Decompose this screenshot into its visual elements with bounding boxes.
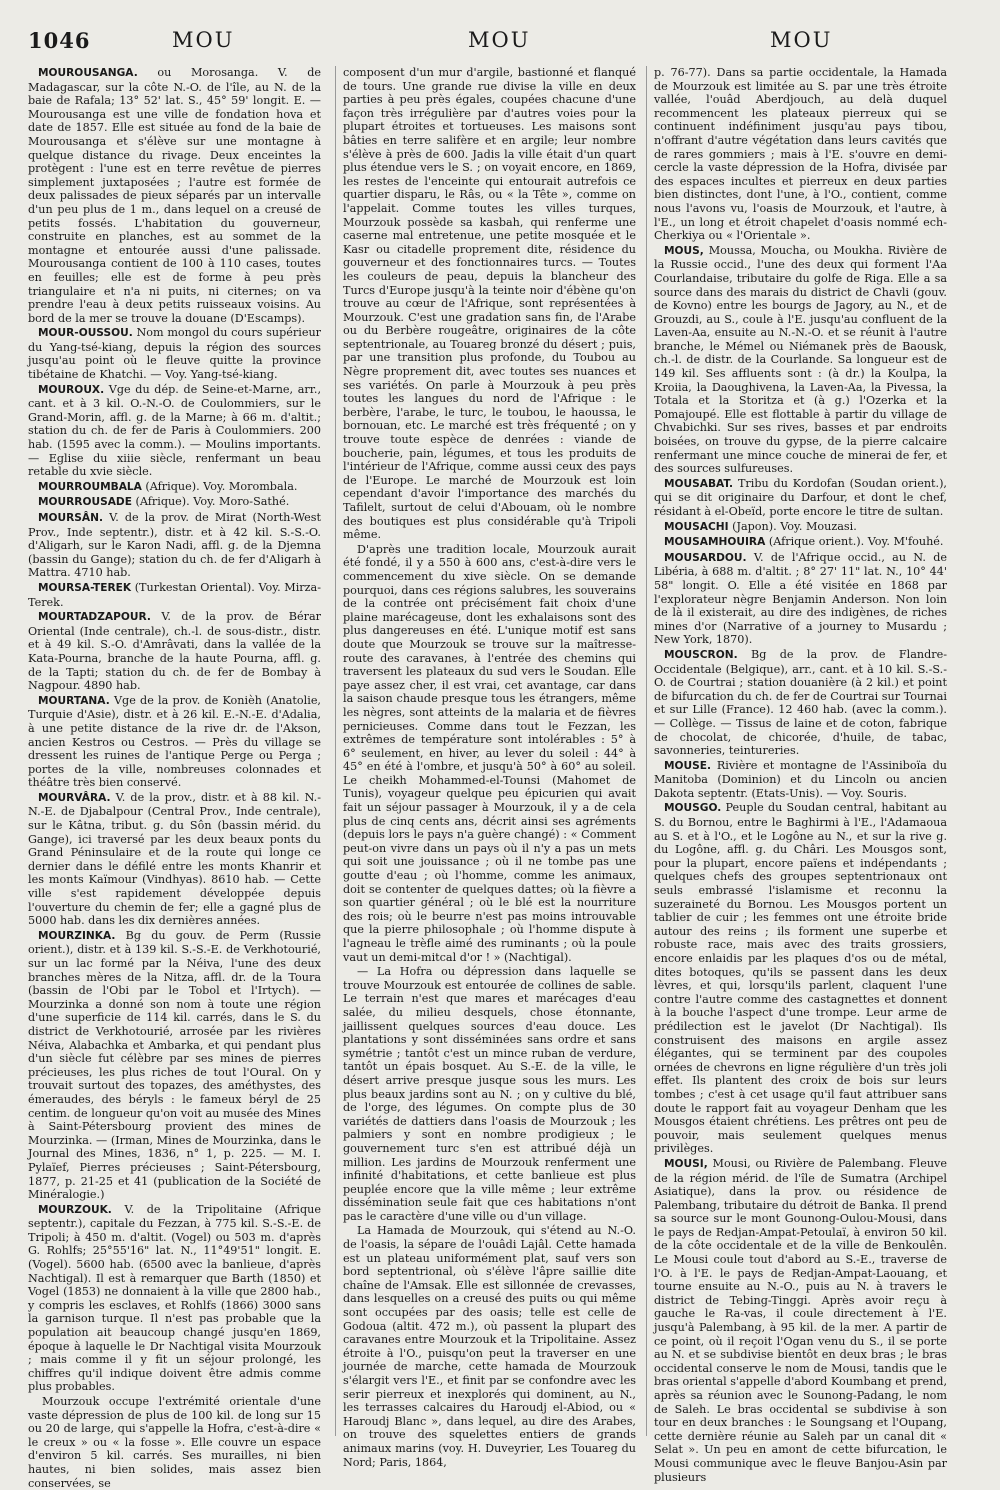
entry-text: Moussa, Moucha, ou Moukha. Rivière de la Russie occid., l'une des deux qui forment l'Aa Courlandaise, tributaire du golfe de Riga. Elle a sa source dans des marais du district de Chavli (gouv. de Kovno) entre les bourgs de Jagory, au N., et de Grouzdi, au S., coule à l'E. jusqu'au confluent de la Laven-Aa, ensuite au N.-N.-O. et se réunit à l'autre branche, le Mémel ou Niémanek près de Baousk, ch.-l. de distr. de la Courlande. Sa longueur est de 149 kil. Ses affluents sont : (à dr.) la Koulpa, la Kroiia, la Daoughivena, la Laven-Aa, la Pivessa, la Totala et la Storitza et (à g.) l'Ozerka et la Pomajoupé. Elle est flottable à partir du village de Chvabichki. Sur ses rives, basses et par endroits boisées, on trouve du gypse, de la pierre calcaire renfermant une mince couche de minerai de fer, et des sources sulfureuses. (654, 243, 948, 476)
dictionary-entry (28, 326, 321, 381)
entry-text: V. de la prov., distr. et à 88 kil. N.-N.-E. de Djabalpour (Central Prov., Inde centrale), sur le Kâtna, tribut. g. du Sôn (bassin mérid. du Gange), ici traversé par les deux beaux ponts du Grand Péninsulaire et de la route qui longe ce dernier dans le défilé entre les monts Khanrir et les monts Kaïmour (Vindhyas). 8610 hab. — Cette ville s'est rapidement développée depuis l'ouverture du chemin de fer; elle a gagné plus de 5000 hab. dans les dix dernières années. (28, 790, 321, 928)
entry-text: Bg du gouv. de Perm (Russie orient.), distr. et à 139 kil. S.-S.-E. de Verkhotourié, sur un lac formé par la Néiva, l'une des deux branches mères de la Nitza, affl. dr. de la Toura (bassin de l'Obi par le Tobol et l'Irtych). — Mourzinka a donné son nom à toute une région d'une superficie de 114 kil. carrés, dans le S. du district de Verkhotourié, arrosée par les rivières Néiva, Alabachka et Ambarka, et qui pendant plus d'un siècle fut célèbre par ses mines de pierres précieuses, les plus riches de tout l'Oural. On y trouvait surtout des topazes, des améthystes, des émeraudes, des béryls : le fameux béryl de 25 centim. de longueur qu'on voit au musée des Mines à Saint-Pétersbourg provient des mines de Mourzinka. — (Irman, Mines de Mourzinka, dans le Journal des Mines, 1836, n° 1, p. 225. — M. I. Pylaïef, Pierres précieuses ; Saint-Pétersbourg, 1877, p. 21-25 et 41 (publication de la Société de Minéralogie.) (28, 928, 321, 1202)
entry-text: Peuple du Soudan central, habitant au S. du Bornou, entre le Baghirmi à l'E., l'Adamaoua au S. et à l'O., et le Logône au N., et sur la rive g. du Logône, affl. g. du Châri. Les Mousgos sont, pour la plupart, encore païens et indépendants ; quelques chefs des groupes septentrionaux ont seuls embrassé l'islamisme et reconnu la suzeraineté du Bornou. Les Mousgos portent un tablier de cuir ; les femmes ont une étroite bride autour des reins ; ils forment une superbe et robuste race, mais avec des traits grossiers, encore enlaidis par les plaques d'os ou de métal, dites botoques, qu'ils se passent dans les deux lèvres, et qui, lorsqu'ils parlent, claquent l'une contre l'autre comme des castagnettes et donnent à la bouche l'aspect d'une trompe. Leur arme de prédilection est le javelot (Dr Nachtigal). Ils construisent des maisons en argile assez élégantes, qui se terminent par des coupoles ornées de chevrons en ligne régulière d'un très joli effet. Ils plantent des croix de bois sur leurs tombes ; c'est à cet usage qu'il faut attribuer sans doute le rapport fait au voyageur Denham que les Mousgos étaient chrétiens. Les prêtres ont peu de pouvoir, mais seulement quelques menus privilèges. (654, 801, 947, 1156)
entry-headword: MOUS, (664, 244, 704, 257)
entry-headword: MOUROUX. (38, 383, 105, 396)
dictionary-entry (654, 535, 947, 550)
column-rule-1 (335, 66, 336, 1436)
entry-headword: MOUSCRON. (664, 648, 738, 661)
entry-headword: MOURSA-TEREK (38, 581, 132, 594)
entry-text: V. de la Tripolitaine (Afrique septentr.), capitale du Fezzan, à 775 kil. S.-S.-E. de Tripoli; à 450 m. d'altit. (Vogel) ou 503 m. d'après G. Rohlfs; 25°55'16" lat. N., 11°49'51" longit. E. (Vogel). 5600 hab. (6500 avec la banlieue, d'après Nachtigal). Il est à remarquer que Barth (1850) et Vogel (1853) ne donnaient à la ville que 2800 hab., y compris les esclaves, et Rohlfs (1866) 3000 sans la garnison turque. Il n'est pas probable que la population ait beaucoup changé jusqu'en 1869, époque à laquelle le Dr Nachtigal visita Mourzouk ; mais comme il y fit un séjour prolongé, les chiffres qu'il indique doivent être admis comme plus probables. (28, 1202, 321, 1394)
entry-text: Mousi, ou Rivière de Palembang. Fleuve de la région mérid. de l'île de Sumatra (Archipel Asiatique), dans la prov. ou résidence de Palembang, tributaire du détroit de Banka. Il prend sa source sur le mont Gounong-Oulou-Mousi, dans le pays de Redjan-Ampat-Petoulaï, à environ 50 kil. de la côte occidentale et de la ville de Benkoulên. Le Mousi coule tout d'abord au S.-E., traverse de l'O. à l'E. le pays de Redjan-Ampat-Laouang, et tourne ensuite au N.-O., puis au N. à travers le district de Tebing-Tinggi. Après avoir reçu à gauche le Ra-vas, il coule directement à l'E. jusqu'à Palembang, à 95 kil. de la mer. A partir de ce point, où il reçoit l'Ogan venu du S., il se porte au N. et se subdivise bientôt en deux bras ; le bras occidental conserve le nom de Mousi, tandis que le bras oriental s'appelle d'abord Koumbang et prend, après sa réunion avec le Sounong-Padang, le nom de Saleh. Le bras occidental se subdivise à son tour en deux branches : le Soungsang et l'Oupang, cette dernière réunie au Saleh par un canal dit « Selat ». Un peu en amont de cette bifurcation, le Mousi communique avec le fleuve Banjou-Asin par plusieurs (654, 1156, 947, 1484)
entry-text: (Afrique). Voy. Morombala. (145, 479, 298, 493)
dictionary-entry (28, 694, 321, 790)
dictionary-entry (28, 480, 321, 495)
entry-headword: MOURSÂN. (38, 512, 104, 524)
entry-paragraph: D'après une tradition locale, Mourzouk aurait été fondé, il y a 550 à 600 ans, c'est-à-dire vers le commencement du xive siècle. On se demande pourquoi, dans ces régions salubres, les souverains de la contrée ont précisément fait choix d'une plaine marécageuse, dont les exhalaisons sont des plus dangereuses en été. L'unique motif est sans doute que Mourzouk se trouve sur la maîtresse-route des caravanes, à l'entrée des chemins qui traversent les plateaux du sud vers le Soudan. Elle paye assez cher, il est vrai, cet avantage, car dans la saison chaude presque tous les étrangers, même les nègres, sont atteints de la malaria et de fièvres pernicieuses. Comme dans tout le Fezzan, les extrêmes de température sont intolérables : 5° à 6° seulement, en hiver, au lever du soleil : 44° à 45° en été à l'ombre, et jusqu'à 50° à 60° au soleil. Le cheikh Mohammed-el-Tounsi (Mahomet de Tunis), voyageur quelque peu épicurien qui avait fait un séjour passager à Mourzouk, il y a de cela plus de cinq cents ans, décrit ainsi ses agréments (depuis lors le pays n'a guère changé) : « Comment peut-on vivre dans un pays où il n'y a pas un mets qui soit une jouissance ; où il ne tombe pas une goutte d'eau ; où l'homme, comme les animaux, doit se contenter de quelques dattes; où la fièvre a son quartier général ; où le blé est la nourriture des rois; où le beurre n'est pas moins introuvable que la pierre philosophale ; où l'homme dispute à l'agneau le trèfle aimé des ruminants ; où la poule vaut un demi-mitcal d'or ! » (Nachtigal). (343, 542, 636, 964)
dictionary-entry (654, 477, 947, 519)
text-column-3 (654, 66, 948, 1484)
dictionary-entry (28, 791, 321, 928)
continued-text: p. 76-77). Dans sa partie occidentale, la Hamada de Mourzouk est limitée au S. par une très étroite vallée, l'ouâd Aberdjouch, au delà duquel recommencent les plateaux pierreux qui se continuent indéfiniment jusqu'au pays tibou, n'offrant d'autre végétation dans leurs cavités que de rares gommiers ; mais à l'E. s'ouvre en demi-cercle la vaste dépression de la Hofra, divisée par des espaces incultes et pierreux en deux parties bien distinctes, dont l'une, à l'O., contient, comme nous l'avons vu, l'oasis de Mourzouk, et l'autre, à l'E., un long et étroit chapelet d'oasis nommé ech-Cherkiya ou « l'Orientale ». (654, 66, 947, 243)
entry-text: (Japon). Voy. Mouzasi. (732, 519, 857, 533)
entry-headword: MOURVÂRA. (38, 791, 111, 804)
page-number: 1046 (28, 28, 91, 53)
text-column-1 (28, 66, 322, 1490)
entry-text: (Afrique). Voy. Moro-Sathé. (135, 495, 290, 509)
entry-headword: MOUROUSANGA. (38, 67, 138, 79)
dictionary-entry (654, 244, 947, 476)
entry-text: Vge du dép. de Seine-et-Marne, arr., cant. et à 3 kil. O.-N.-O. de Coulommiers, sur le Grand-Morin, affl. g. de la Marne; à 66 m. d'altit.; station du ch. de fer de Paris à Coulommiers. 200 hab. (1595 avec la comm.). — Moulins importants. — Eglise du xiiie siècle, renfermant un beau retable du xvie siècle. (28, 382, 321, 479)
entry-headword: MOUR-OUSSOU. (38, 327, 133, 340)
entry-text: Vge de la prov. de Konièh (Anatolie, Turquie d'Asie), distr. et à 26 kil. E.-N.-E. d'Adalia, à une petite distance de la rive dr. de l'Akson, ancien Kestros ou Cestros. — Près du village se dressent les ruines de l'antique Perge ou Perga ; portes de la ville, nombreuses colonnades et théâtre très bien conservé. (28, 693, 321, 790)
dictionary-entry (28, 495, 321, 510)
running-headword-right: MOU (770, 28, 833, 52)
entry-headword: MOUSGO. (664, 802, 722, 815)
column-rule-2 (646, 66, 647, 1436)
entry-paragraph: La Hamada de Mourzouk, qui s'étend au N.-O. de l'oasis, la sépare de l'ouâdi Lajâl. Cette hamada est un plateau uniformément plat, sauf vers son bord septentrional, où s'élève l'âpre saillie dite chaîne de l'Amsak. Elle est sillonnée de crevasses, dans lesquelles on a creusé des puits ou qui même sont occupées par des oasis; telle est celle de Godoua (altit. 472 m.), où passent la plupart des caravanes entre Mourzouk et la Tripolitaine. Assez étroite à l'O., puisqu'on peut la traverser en une journée de marche, cette hamada de Mourzouk s'élargit vers l'E., et finit par se confondre avec les serir pierreux et inexplorés qui dominent, au N., les terrasses calcaires du Haroudj el-Abiod, ou « Haroudj Blanc », dans lequel, au dire des Arabes, on trouve des squelettes entiers de grands animaux marins (voy. H. Duveyrier, Les Touareg du Nord; Paris, 1864, (343, 1224, 636, 1469)
entry-text: (Afrique orient.). Voy. M'fouhé. (768, 535, 944, 549)
entry-text: V. de l'Afrique occid., au N. de Libéria, à 688 m. d'altit. ; 8° 27' 11" lat. N., 10° 44' 58" longit. O. Elle a été visitée en 1868 par l'explorateur nègre Benjamin Anderson. Non loin de là il existerait, au dire des indigènes, de riches mines d'or (Narrative of a journey to Musardu ; New York, 1870). (654, 550, 948, 647)
running-headword-left: MOU (172, 28, 235, 52)
entry-headword: MOURTADZAPOUR. (38, 611, 151, 624)
entry-paragraph: Mourzouk occupe l'extrémité orientale d'une vaste dépression de plus de 100 kil. de long sur 15 ou 20 de large, qui s'appelle la Hofra, c'est-à-dire « le creux » ou « la fosse ». Elle couvre un espace d'environ 5 kil. carrés. Ses murailles, ni bien hautes, ni bien solides, mais assez bien conservées, se (28, 1395, 321, 1490)
entry-headword: MOUSI, (664, 1157, 708, 1170)
entry-headword: MOUSARDOU. (664, 551, 747, 564)
entry-text: Rivière et montagne de l'Assiniboïa du Manitoba (Dominion) et du Lincoln ou ancien Dakota septentr. (Etats-Unis). — Voy. Souris. (654, 758, 947, 800)
dictionary-entry (654, 551, 947, 647)
entry-paragraph: — La Hofra ou dépression dans laquelle se trouve Mourzouk est entourée de collines de sable. Le terrain n'est que mares et marécages d'eau salée, du milieu desquels, chose étonnante, jaillissent quelques sources d'eau douce. Les plantations y sont disséminées sans ordre et sans symétrie ; tantôt c'est un mince ruban de verdure, tantôt un épais bosquet. Au S.-E. de la ville, le désert arrive presque jusque sous les murs. Les plus beaux jardins sont au N. ; on y cultive du blé, de l'orge, des légumes. On compte plus de 30 variétés de dattiers dans l'oasis de Mourzouk ; les palmiers y sont en nombre prodigieux ; le gouvernement turc s'en est attribué déjà un million. Les jardins de Mourzouk renferment une infinité d'habitations, et cette banlieue est plus peuplée encore que la ville même ; leur extrême dissémination seule fait que ces habitations n'ont pas le caractère d'une ville ou d'un village. (343, 965, 636, 1223)
dictionary-entry (654, 759, 947, 801)
dictionary-entry (28, 581, 321, 609)
entry-headword: MOUSE. (664, 759, 712, 772)
text-column-2 (343, 66, 636, 1469)
entry-headword: MOURZOUK. (38, 1203, 112, 1216)
entry-headword: MOUSACHI (664, 520, 729, 533)
dictionary-entry (28, 383, 321, 479)
entry-text: ou Morosanga. V. de Madagascar, sur la côte N.-O. de l'île, au N. de la baie de Rafala; 13° 52' lat. S., 45° 59' longit. E. — Mourousanga est une ville de fondation hova et date de 1857. Elle est située au fond de la baie de Mourousanga et s'élève sur une montagne à quelque distance du rivage. Deux enceintes la protègent : l'une est en terre revêtue de pierres simplement juxtaposées ; l'autre est formée de deux palissades de pieux séparés par un intervalle d'un peu plus de 1 m., dans lequel on a creusé de petits fossés. L'habitation du gouverneur, construite en planches, est au sommet de la montagne et entourée aussi d'une palissade. Mourousanga contient de 100 à 110 cases, toutes en feuilles; elle est de forme à peu près triangulaire et n'a ni puits, ni citernes; on va prendre l'eau à deux petits ruisseaux voisins. Au bord de la mer se trouve la douane (D'Escamps). (28, 66, 321, 325)
dictionary-entry (28, 929, 321, 1202)
dictionary-entry (654, 648, 947, 758)
entry-headword: MOURTANA. (38, 694, 110, 707)
dictionary-entry (654, 1157, 947, 1484)
entry-text: Nom mongol du cours supérieur du Yang-tsé-kiang, depuis la région des sources jusqu'au point où le fleuve quitte la province tibétaine de Khatchi. — Voy. Yang-tsé-kiang. (28, 326, 322, 382)
entry-text: Bg de la prov. de Flandre-Occidentale (Belgique), arr., cant. et à 10 kil. S.-S.-O. de Courtrai ; station douanière (à 2 kil.) et point de bifurcation du ch. de fer de Courtrai sur Tournai et sur Lille (France). 12 460 hab. (avec la comm.). — Collège. — Tissus de laine et de coton, fabrique de chocolat, de chicorée, d'huile, de tabac, savonneries, teintureries. (654, 647, 947, 758)
entry-text: Tribu du Kordofan (Soudan orient.), qui se dit originaire du Darfour, et dont le chef, résidant à el-Obeïd, porte encore le titre de sultan. (654, 476, 947, 518)
dictionary-entry (28, 1203, 321, 1394)
dictionary-entry (654, 520, 947, 535)
entry-headword: MOURROUSADE (38, 496, 132, 509)
dictionary-entry (28, 610, 321, 693)
entry-headword: MOUSABAT. (664, 477, 734, 490)
continued-text: composent d'un mur d'argile, bastionné et flanqué de tours. Une grande rue divise la ville en deux parties à peu près égales, coupées chacune d'une façon très irrégulière par d'autres voies pour la plupart étroites et tortueuses. Les maisons sont bâties en terre salifère et en argile; leur nombre s'élève à près de 600. Jadis la ville était d'un quart plus étendue vers le S. ; on voyait encore, en 1869, les restes de l'enceinte qui entourait autrefois ce quartier disparu, le Râs, ou « la Tête », comme on l'appelait. Comme toutes les villes turques, Mourzouk possède sa kasbah, qui renferme une caserne mal entretenue, une petite mosquée et le Kasr ou citadelle proprement dite, résidence du gouverneur et des fonctionnaires turcs. — Toutes les couleurs de peau, depuis la blancheur des Turcs d'Europe jusqu'à la teinte noir d'ébène qu'on trouve au cœur de l'Afrique, sont représentées à Mourzouk. C'est une gradation sans fin, de l'Arabe ou du Berbère rougeâtre, originaires de la côte septentrionale, au Touareg bronzé du désert ; puis, par une transition plus profonde, du Toubou au Nègre proprement dit, avec toutes ses nuances et ses variétés. On parle à Mourzouk à peu près toutes les langues du nord de l'Afrique : le berbère, l'arabe, le turc, le toubou, le haoussa, le bornouan, etc. Le marché est très fréquenté ; on y trouve toute espèce de denrées : viande de boucherie, pain, légumes, et tous les produits de l'intérieur de l'Afrique, comme aussi ceux des pays de l'Europe. Le marché de Mourzouk est loin cependant d'avoir l'importance des marchés du Tafilelt, surtout de celui d'Abouam, où le nombre des boutiques est plus considérable qu'à Tripoli même. (343, 66, 636, 542)
entry-text: V. de la prov. de Bérar Oriental (Inde centrale), ch.-l. de sous-distr., distr. et à 49 kil. S.-O. d'Amrâvati, dans la vallée de la Kata-Pourna, branche de la haute Pourna, affl. g. de la Tapti; station du ch. de fer de Bombay à Nagpour. 4890 hab. (28, 610, 321, 693)
running-headword-center: MOU (468, 28, 531, 52)
dictionary-entry (28, 66, 321, 325)
entry-headword: MOURROUMBALA (38, 480, 142, 493)
entry-headword: MOUSAMHOUIRA (664, 536, 766, 549)
entry-headword: MOURZINKA. (38, 929, 116, 942)
entry-text: V. de la prov. de Mirat (North-West Prov., Inde septentr.), distr. et à 42 kil. S.-S.-O. d'Aligarh, sur le Karon Nadi, affl. g. de la Djemna (bassin du Gange); station du ch. de fer d'Aligarh à Mattra. 4710 hab. (28, 511, 322, 580)
dictionary-entry (654, 801, 947, 1155)
dictionary-entry (28, 511, 321, 580)
page-header (0, 28, 1000, 58)
entry-text: (Turkestan Oriental). Voy. Mirza-Terek. (28, 580, 321, 609)
